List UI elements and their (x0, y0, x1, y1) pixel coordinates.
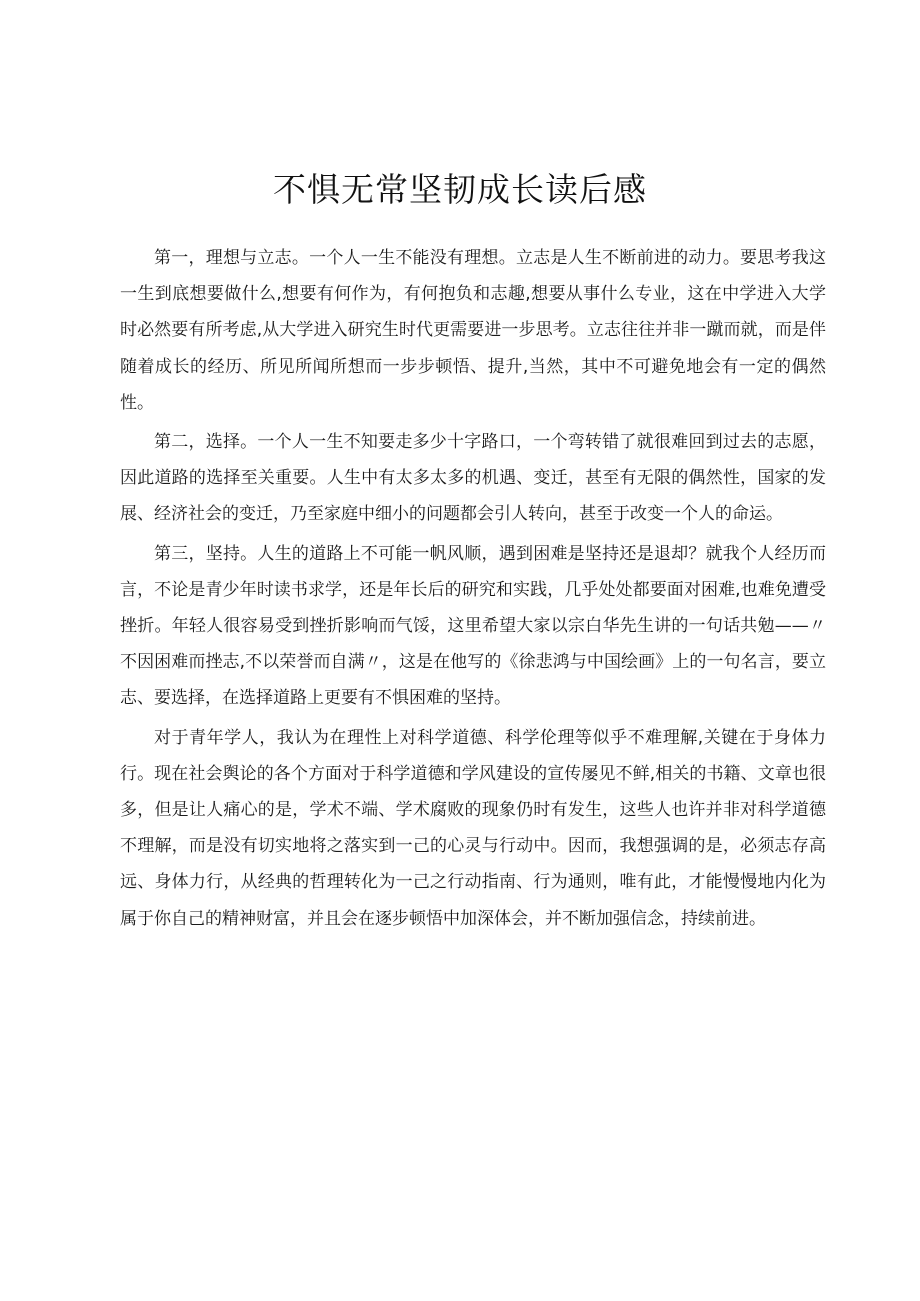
document-title: 不惧无常坚韧成长读后感 (273, 170, 647, 209)
paragraph-young-scholars: 对于青年学人，我认为在理性上对科学道德、科学伦理等似乎不难理解,关键在于身体力行。现在社会舆论的各个方面对于科学道德和学风建设的宣传屡见不鲜,相关的书籍、文章也很多，但是让人痛心的是，学术不端、学术腐败的现象仍时有发生，这些人也许并非对科学道德不理解，而是没有切实地将之落实到一己的心灵与行动中。因而，我想强调的是，必须志存高远、身体力行，从经典的哲理转化为一己之行动指南、行为通则，唯有此，才能慢慢地内化为属于你自己的精神财富，并且会在逐步顿悟中加深体会，并不断加强信念，持续前进。 (120, 727, 826, 929)
paragraph-choice: 第二，选择。一个人一生不知要走多少十字路口，一个弯转错了就很难回到过去的志愿，因此道路的选择至关重要。人生中有太多太多的机遇、变迁，甚至有无限的偶然性，国家的发展、经济社会的变迁，乃至家庭中细小的问题都会引人转向，甚至于改变一个人的命运。 (120, 432, 826, 525)
paragraph-persistence: 第三，坚持。人生的道路上不可能一帆风顺，遇到困难是坚持还是退却？就我个人经历而言，不论是青少年时读书求学，还是年长后的研究和实践，几乎处处都要面对困难,也难免遭受挫折。年轻人很容易受到挫折影响而气馁，这里希望大家以宗白华先生讲的一句话共勉——〃不因困难而挫志,不以荣誉而自满〃，这是在他写的《徐悲鸿与中国绘画》上的一句名言，要立志、要选择，在选择道路上更要有不惧困难的坚持。 (120, 543, 826, 709)
document-body (120, 240, 826, 940)
paragraph-ideals: 第一，理想与立志。一个人一生不能没有理想。立志是人生不断前进的动力。要思考我这一生到底想要做什么,想要有何作为，有何抱负和志趣,想要从事什么专业，这在中学进入大学时必然要有所考虑,从大学进入研究生时代更需要进一步思考。立志往往并非一蹴而就，而是伴随着成长的经历、所见所闻所想而一步步顿悟、提升,当然，其中不可避免地会有一定的偶然性。 (120, 248, 826, 413)
